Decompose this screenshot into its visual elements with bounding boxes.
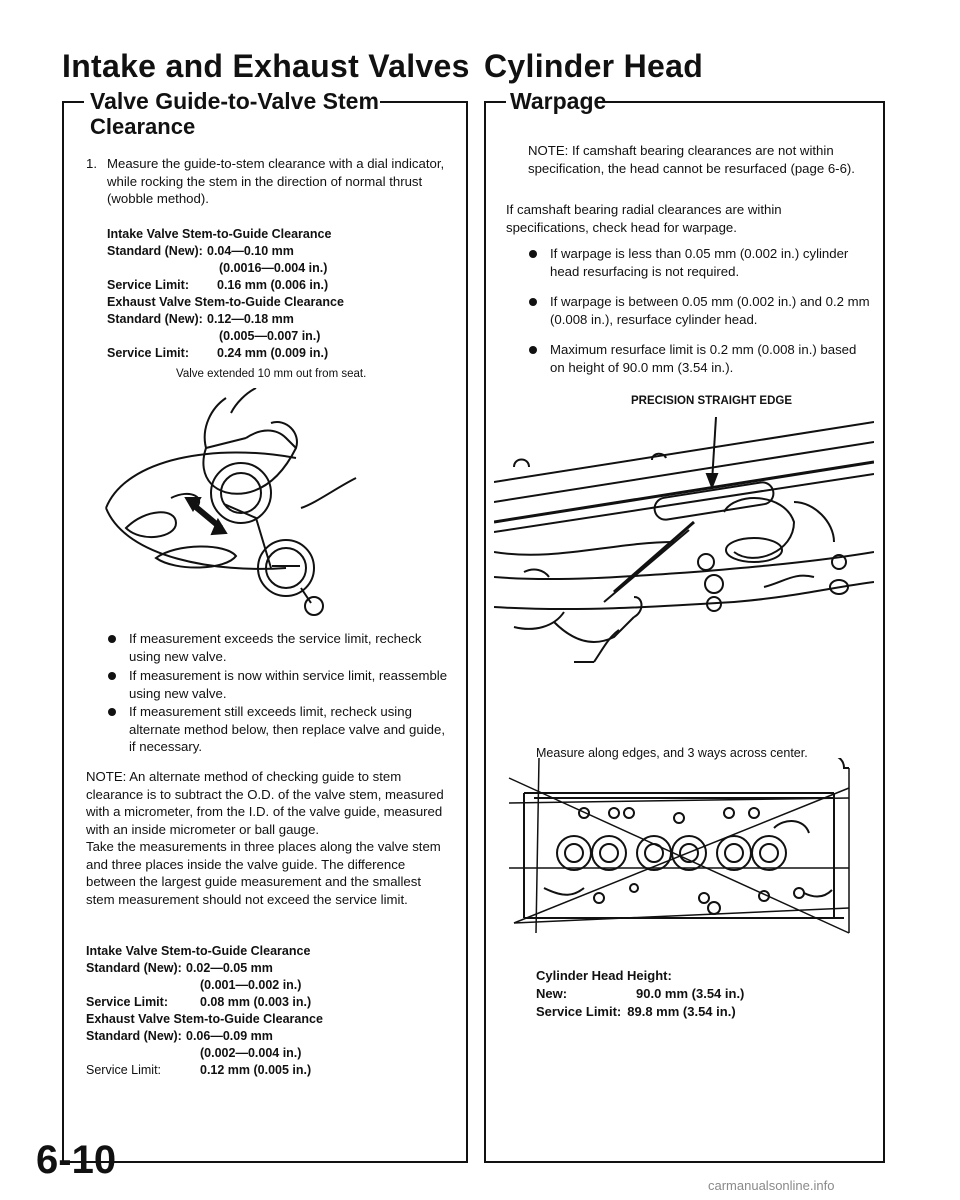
- box-right-left-border: [484, 101, 486, 1163]
- spec2-ex-limit-label: Service Limit:: [86, 1063, 162, 1077]
- warpage-note: NOTE: If camshaft bearing clearances are not within specification, the head cannot be resurfaced (page 6-6).: [528, 143, 855, 176]
- right-bullet-2: If warpage is between 0.05 mm (0.002 in.) and 0.2 mm (0.008 in.), resurface cylinder head.: [550, 294, 870, 327]
- spec-block-2: [86, 943, 446, 1079]
- spec1-ex-std-inches: (0.005—0.007 in.): [219, 329, 321, 343]
- warpage-intro: If camshaft bearing radial clearances are within specifications, check head for warpage.: [506, 202, 782, 235]
- page-number: 6-10: [36, 1138, 117, 1182]
- spec2-limit-value: 0.08 mm (0.003 in.): [200, 995, 312, 1009]
- bullet-dot: [529, 250, 537, 258]
- right-bullet-1: If warpage is less than 0.05 mm (0.002 in.) cylinder head resurfacing is not required.: [550, 246, 849, 279]
- box-top-rule-right-a: [484, 101, 506, 103]
- step-number: 1.: [86, 156, 97, 171]
- bullet-dot: [108, 708, 116, 716]
- alternate-method-note: [86, 768, 450, 908]
- step-text: Measure the guide-to-stem clearance with a dial indicator, while rocking the stem in the direction of normal thrust (wobble method).: [107, 156, 445, 206]
- section-title-cylinder-head: Cylinder Head: [484, 48, 704, 84]
- right-bullet-3: Maximum resurface limit is 0.2 mm (0.008 in.) based on height of 90.0 mm (3.54 in.).: [550, 342, 857, 375]
- watermark: carmanualsonline.info: [708, 1178, 835, 1193]
- left-bullet-3: If measurement still exceeds limit, recheck using alternate method below, then replace valve and guide, if necessary.: [129, 704, 445, 754]
- spec1-ex-std-label: Standard (New):: [107, 312, 203, 326]
- figure-caption-valve: Valve extended 10 mm out from seat.: [176, 368, 367, 380]
- box-bottom-rule-right: [484, 1161, 885, 1163]
- spec1-std-label: Standard (New):: [107, 244, 203, 258]
- height-heading: Cylinder Head Height:: [536, 968, 672, 983]
- spec2-limit-label: Service Limit:: [86, 995, 168, 1009]
- box-right-border: [466, 101, 468, 1163]
- box-top-rule-left-b: [380, 101, 468, 103]
- left-bullet-2: If measurement is now within service limit, reassemble using new valve.: [129, 668, 448, 701]
- box-bottom-rule-left: [62, 1161, 468, 1163]
- dial-indicator-illustration: [96, 388, 396, 618]
- subtitle-line2: Clearance: [90, 114, 196, 139]
- subtitle-line1: Valve Guide-to-Valve Stem: [90, 88, 379, 114]
- spec1-ex-limit-label: Service Limit:: [107, 346, 189, 360]
- spec1-std-inches: (0.0016—0.004 in.): [219, 261, 328, 275]
- note-paragraph-1: NOTE: An alternate method of checking guide to stem clearance is to subtract the O.D. of the valve stem, measured with a micrometer, from the I.D. of the valve guide, measured with an inside micrometer or ball gauge.: [86, 769, 444, 837]
- spec2-ex-limit-value: 0.12 mm (0.005 in.): [200, 1063, 312, 1077]
- cylinder-head-height-block: [536, 967, 856, 1021]
- spec1-exhaust-heading: Exhaust Valve Stem-to-Guide Clearance: [107, 295, 344, 309]
- left-bullet-1: If measurement exceeds the service limit, recheck using new valve.: [129, 631, 422, 664]
- spec1-ex-limit-value: 0.24 mm (0.009 in.): [217, 346, 329, 360]
- spec1-limit-label: Service Limit:: [107, 278, 189, 292]
- figure-caption-measure: Measure along edges, and 3 ways across center.: [536, 746, 808, 760]
- spec2-ex-std-inches: (0.002—0.004 in.): [200, 1046, 302, 1060]
- spec2-std-value: 0.02—0.05 mm: [186, 961, 273, 975]
- spec2-std-inches: (0.001—0.002 in.): [200, 978, 302, 992]
- bullet-dot: [108, 672, 116, 680]
- spec2-ex-std-label: Standard (New):: [86, 1029, 182, 1043]
- straight-edge-label: PRECISION STRAIGHT EDGE: [631, 395, 793, 407]
- bullet-dot: [529, 346, 537, 354]
- height-limit-value: 89.8 mm (3.54 in.): [627, 1004, 736, 1019]
- spec1-intake-heading: Intake Valve Stem-to-Guide Clearance: [107, 227, 332, 241]
- spec-block-1: [107, 226, 457, 362]
- cylinder-head-measure-illustration: [504, 758, 854, 948]
- spec1-ex-std-value: 0.12—0.18 mm: [207, 312, 294, 326]
- spec2-intake-heading: Intake Valve Stem-to-Guide Clearance: [86, 944, 311, 958]
- box-left-border: [62, 101, 64, 1163]
- height-new-label: New:: [536, 986, 568, 1001]
- straight-edge-illustration: [494, 412, 874, 692]
- bullet-dot: [108, 635, 116, 643]
- subsection-title-clearance: [90, 88, 379, 140]
- box-top-rule-right-b: [603, 101, 885, 103]
- subsection-title-warpage: Warpage: [510, 88, 607, 114]
- box-right-right-border: [883, 101, 885, 1163]
- spec2-exhaust-heading: Exhaust Valve Stem-to-Guide Clearance: [86, 1012, 323, 1026]
- spec2-std-label: Standard (New):: [86, 961, 182, 975]
- height-limit-label: Service Limit:: [536, 1004, 622, 1019]
- spec1-limit-value: 0.16 mm (0.006 in.): [217, 278, 329, 292]
- spec2-ex-std-value: 0.06—0.09 mm: [186, 1029, 273, 1043]
- bullet-dot: [529, 298, 537, 306]
- box-top-rule-left-a: [62, 101, 84, 103]
- note-paragraph-2: Take the measurements in three places along the valve stem and three places inside the valve guide. The difference between the largest guide measurement and the smallest stem measurement should not exceed the service limit.: [86, 839, 441, 907]
- spec1-std-value: 0.04—0.10 mm: [207, 244, 294, 258]
- section-title-valves: Intake and Exhaust Valves: [62, 48, 470, 84]
- height-new-value: 90.0 mm (3.54 in.): [636, 986, 745, 1001]
